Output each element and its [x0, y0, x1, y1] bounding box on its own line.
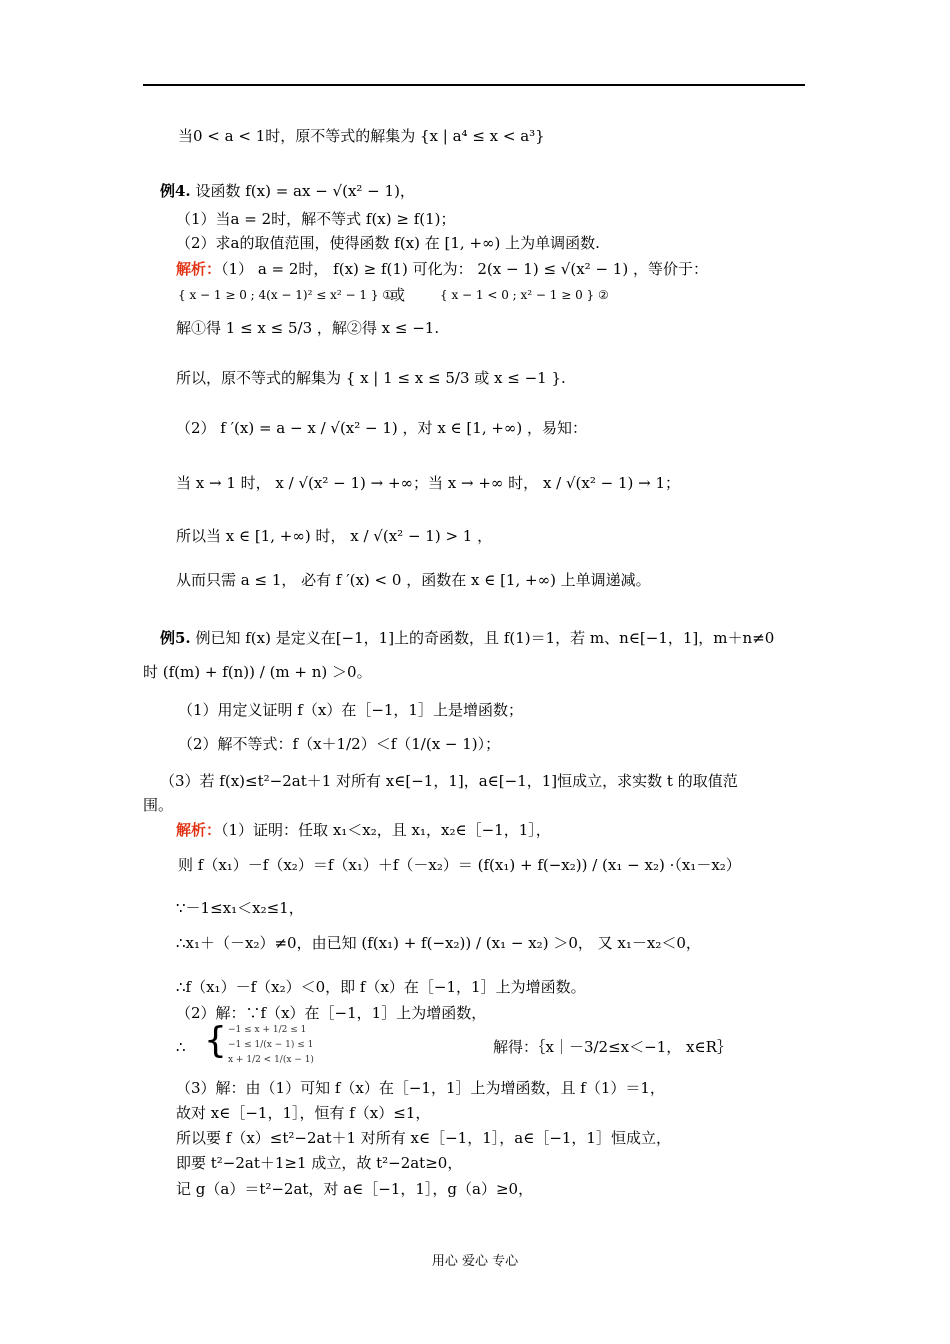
text-line: 故对 x∈［−1，1］，恒有 f（x）≤1， — [176, 1104, 431, 1122]
solution-label: 解析： — [176, 260, 222, 278]
text-line: （3）若 f(x)≤t²−2at＋1 对所有 x∈[−1，1]，a∈[−1，1]恒成立，求实数 t 的取值范 — [160, 772, 738, 790]
text-line: 记 g（a）＝t²−2at，对 a∈［−1，1］，g（a）≥0， — [176, 1180, 534, 1198]
text-line: 则 f（x₁）－f（x₂）＝f（x₁）＋f（－x₂）＝ (f(x₁) + f(−x₂)) / (x₁ − x₂) ·（x₁－x₂） — [178, 856, 741, 874]
system-row: −1 ≤ 1/(x − 1) ≤ 1 — [228, 1040, 314, 1050]
example-statement: 设函数 f(x) = ax − √(x² − 1)， — [190, 182, 415, 200]
system-2: { x − 1 < 0 ; x² − 1 ≥ 0 } ② — [440, 288, 609, 302]
solution-line — [176, 259, 708, 279]
text-line: ∴x₁＋（－x₂）≠0，由已知 (f(x₁) + f(−x₂)) / (x₁ − x₂) ＞0， 又 x₁－x₂＜0， — [176, 934, 701, 952]
example-4-heading — [160, 181, 415, 201]
page-footer: 用心 爱心 专心 — [431, 1254, 519, 1269]
example-5-heading — [160, 628, 774, 648]
example-label: 例5. — [160, 629, 191, 647]
text-line: 解①得 1 ≤ x ≤ 5/3 ，解②得 x ≤ −1. — [176, 319, 440, 337]
text-line: （1）用定义证明 f（x）在［−1，1］上是增函数； — [178, 701, 523, 719]
text-line: （2）解不等式：f（x＋1/2）＜f（1/(x − 1)）； — [178, 735, 501, 753]
text-line: （2）解：∵f（x）在［−1，1］上为增函数， — [176, 1004, 487, 1022]
text-line: 时 (f(m) + f(n)) / (m + n) ＞0。 — [143, 663, 372, 681]
header-rule — [143, 84, 805, 86]
text-line: 当0 < a < 1时，原不等式的解集为 {x | a⁴ ≤ x < a³} — [178, 127, 545, 145]
text-line: 即要 t²−2at＋1≥1 成立，故 t²−2at≥0， — [176, 1154, 463, 1172]
solution-text: （1）证明：任取 x₁＜x₂，且 x₁，x₂∈［−1，1］， — [221, 821, 551, 839]
text-line: 所以当 x ∈ [1, +∞) 时， x / √(x² − 1) > 1 ， — [176, 527, 493, 545]
text-line: （1）当a = 2时，解不等式 f(x) ≥ f(1)； — [176, 210, 456, 228]
system-1: { x − 1 ≥ 0 ; 4(x − 1)² ≤ x² − 1 } ① — [178, 288, 394, 302]
text-line: （2）求a的取值范围，使得函数 f(x) 在 [1, +∞) 上为单调函数. — [176, 234, 600, 252]
text-line: 解得：｛x｜－3/2≤x＜−1， x∈R｝ — [493, 1038, 732, 1056]
text-line: 当 x → 1 时， x / √(x² − 1) → +∞；当 x → +∞ 时， x / √(x² − 1) → 1； — [176, 474, 681, 492]
text-line: 围。 — [143, 796, 174, 814]
text-line: 所以，原不等式的解集为 { x | 1 ≤ x ≤ 5/3 或 x ≤ −1 }. — [176, 369, 566, 387]
text-line: （2） f ′(x) = a − x / √(x² − 1) ，对 x ∈ [1, +∞) ，易知： — [176, 419, 588, 437]
text-line: ∴f（x₁）－f（x₂）＜0，即 f（x）在［−1，1］上为增函数。 — [176, 978, 586, 996]
solution-text: （1） a = 2时， f(x) ≥ f(1) 可化为： 2(x − 1) ≤ √(x² − 1) ，等价于： — [221, 260, 708, 278]
system-row: −1 ≤ x + 1/2 ≤ 1 — [228, 1025, 307, 1035]
solution-line — [176, 820, 551, 840]
solution-label: 解析： — [176, 821, 222, 839]
example-statement: 例已知 f(x) 是定义在[−1，1]上的奇函数，且 f(1)＝1，若 m、n∈[−1，1]，m＋n≠0 — [190, 629, 775, 647]
left-brace: { — [204, 1020, 227, 1061]
therefore-symbol: ∴ — [176, 1038, 186, 1056]
text-line: ∵－1≤x₁＜x₂≤1， — [176, 899, 304, 917]
text-line: 从而只需 a ≤ 1， 必有 f ′(x) < 0 ，函数在 x ∈ [1, +∞) 上单调递减。 — [176, 571, 651, 589]
example-label: 例4. — [160, 182, 191, 200]
text-line: 所以要 f（x）≤t²−2at＋1 对所有 x∈［−1，1］，a∈［−1，1］恒成立， — [176, 1129, 671, 1147]
system-row: x + 1/2 < 1/(x − 1) — [228, 1055, 314, 1065]
or-word: 或 — [390, 286, 406, 304]
text-line: （3）解：由（1）可知 f（x）在［−1，1］上为增函数，且 f（1）＝1， — [176, 1079, 665, 1097]
